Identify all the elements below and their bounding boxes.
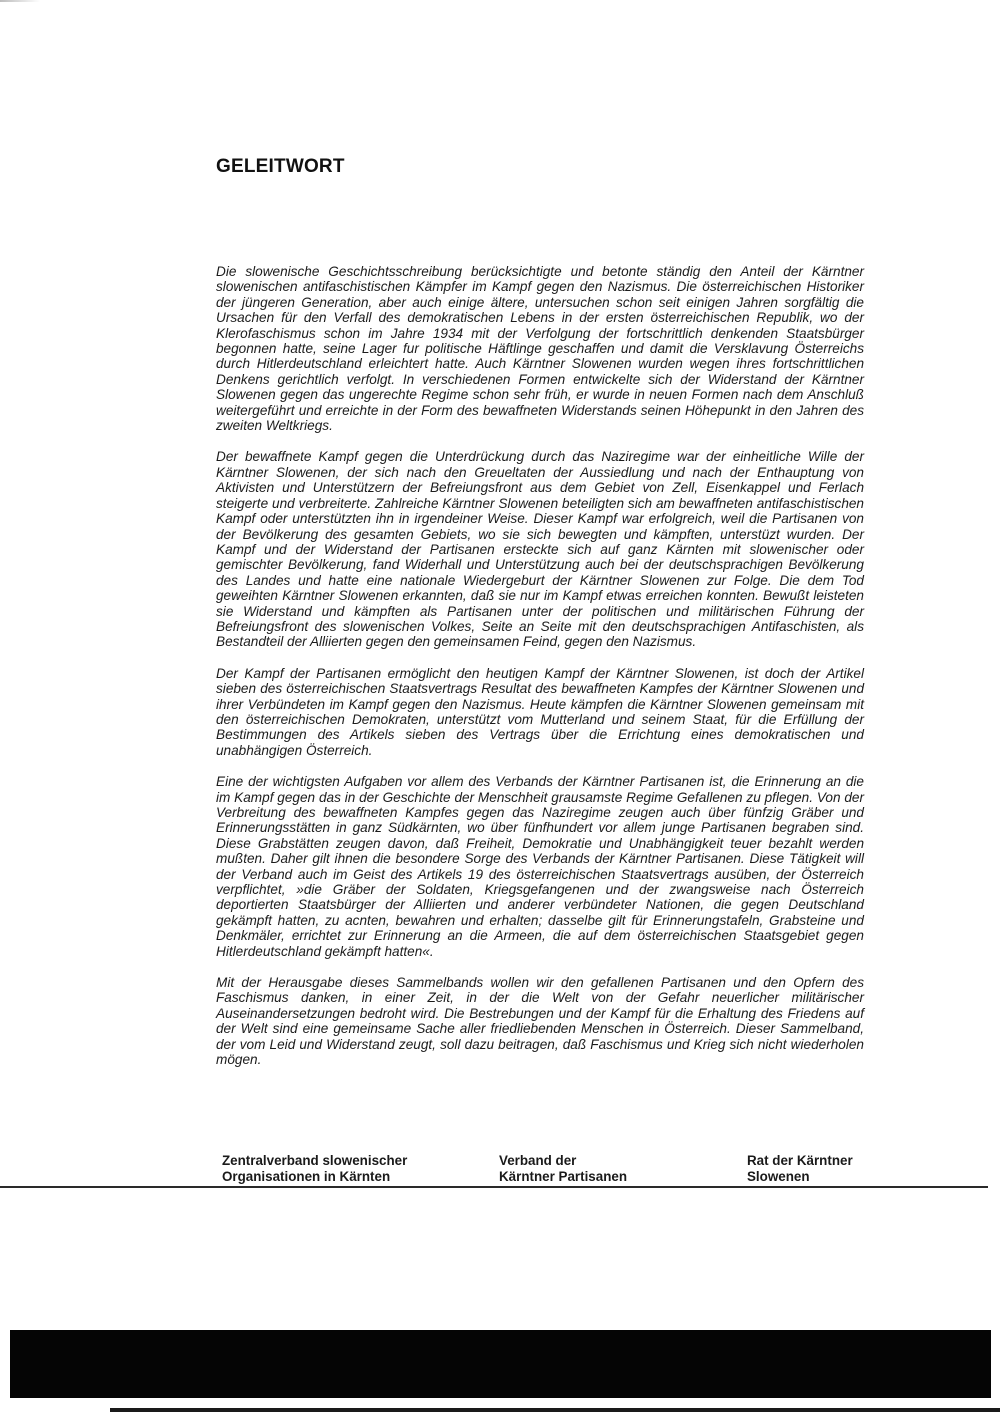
signatory-rat-slowenen	[747, 1153, 853, 1185]
signatory-line: Rat der Kärntner	[747, 1153, 853, 1168]
signatory-zentralverband	[222, 1153, 407, 1185]
scan-artifact	[0, 0, 40, 2]
page-title: GELEITWORT	[216, 156, 345, 177]
black-scan-band	[10, 1330, 991, 1398]
paragraph-4: Eine der wichtigsten Aufgaben vor allem des Verbands der Kärntner Partisanen ist, die Erinnerung an die im Kampf gegen das in der Geschichte der Menschheit grausamste Regime Gefallenen zu pflegen. Von der Verbreitung des bewaffneten Kampfes gegen das Naziregime zeugen auch über fünfzig Gräber und Erinnerungsstätten in ganz Südkärnten, wo über fünfhundert vor allem junge Partisanen begraben sind. Diese Grabstätten zeugen davon, daß Freiheit, Demokratie und Unabhängigkeit teuer bezahlt werden mußten. Daher gilt ihnen die besondere Sorge des Verbands der Kärntner Partisanen. Diese Tätigkeit will der Verband auch im Geist des Artikels 19 des österreichischen Staatsvertrags ausüben, der Österreich verpflichtet, »die Gräber der Soldaten, Kriegsgefangenen und der zwangsweise nach Österreich deportierten Staatsbürger der Alliierten und anderer verbündeter Nationen, die gegen Deutschland gekämpft hatten, zu acnten, bewahren und erhalten; dasselbe gilt für Erinnerungstafeln, Grabsteine und Denkmäler, errichtet zur Erinnerung an die Armeen, die auf dem österreichischen Staatsgebiet gegen Hitlerdeutschland gekämpft hatten«.	[216, 774, 864, 959]
signatory-verband-partisanen	[499, 1153, 627, 1185]
paragraph-3: Der Kampf der Partisanen ermöglicht den heutigen Kampf der Kärntner Slowenen, ist doch der Artikel sieben des österreichischen Staatsvertrags Resultat des bewaffneten Kampfes der Kärntner Slowenen und ihrer Verbündeten im Kampf gegen den Nazismus. Heute kämpfen die Kärntner Slowenen gemeinsam mit den österreichischen Demokraten, unterstützt vom Mutterland und seinem Staat, für die Erfüllung der Bestimmungen des Artikels sieben des Vertrags über die Errichtung eines demokratischen und unabhängigen Österreich.	[216, 665, 864, 758]
paragraph-2: Der bewaffnete Kampf gegen die Unterdrückung durch das Naziregime war der einheitliche Wille der Kärntner Slowenen, der sich nach den Greueltaten der Aussiedlung und nach der Enthauptung von Aktivisten und Unterstützern der Befreiungsfront aus dem Gebiet von Zell, Eisenkappel und Ferlach steigerte und verbreiterte. Zahlreiche Kärntner Slowenen beteiligten sich am bewaffneten antifaschistischen Kampf oder unterstützten ihn in irgendeiner Weise. Dieser Kampf war erfolgreich, weil die Partisanen von der Bevölkerung des gesamten Gebiets, wo sie sich bewegten und kämpften, unterstüzt wurden. Der Kampf und der Widerstand der Partisanen ersteckte sich auf ganz Kärnten mit slowenischer oder gemischter Bevölkerung, fand Widerhall und Unterstützung auch bei der deutschsprachigen Bevölkerung des Landes und hatte eine nationale Wiedergeburt der Kärntner Slowenen zur Folge. Die dem Tod geweihten Kärntner Slowenen erkannten, daß sie nur im Kampf etwas erreichen konnten. Bewußt leisteten sie Widerstand und kämpften als Partisanen unter der politischen und militärischen Führung der Befreiungsfront des slowenischen Volkes, Seite an Seite mit den deutschsprachigen Antifaschisten, als Bestandteil der Alliierten gegen den gemeinsamen Feind, gegen den Nazismus.	[216, 449, 864, 650]
signature-block	[222, 1153, 872, 1187]
signatory-line: Organisationen in Kärnten	[222, 1169, 391, 1184]
paragraph-1: Die slowenische Geschichtsschreibung berücksichtigte und betonte ständig den Anteil der Kärntner slowenischen antifaschistischen Kämpfer im Kampf gegen den Nazismus. Die österreichischen Historiker der jüngeren Generation, aber auch einige ältere, untersuchen schon seit einigen Jahren sorgfältig die Ursachen für den Verfall des demokratischen Lebens in der ersten österreichischen Republik, wo der Klerofaschismus schon im Jahre 1934 mit der Verfolgung der fortschrittlich denkenden Staatsbürger begonnen hatte, seine Lager fur politische Häftlinge geschaffen und damit die Versklavung Österreichs durch Hitlerdeutschland erleichtert hatte. Auch Kärntner Slowenen wurden wegen ihres fortschrittlichen Denkens gerichtlich verfolgt. In verschiedenen Formen entwickelte sich der Widerstand der Kärntner Slowenen gegen das ungerechte Regime schon sehr früh, er wurde in neuen Formen nach dem Anschluß weitergeführt und erreichte in der Form des bewaffneten Widerstands seinen Höhepunkt in den Jahren des zweiten Weltkriegs.	[216, 264, 864, 434]
signature-divider	[0, 1186, 988, 1188]
signatory-line: Slowenen	[747, 1169, 810, 1184]
body-text	[216, 264, 864, 1084]
signatory-line: Zentralverband slowenischer	[222, 1153, 408, 1168]
signatory-line: Verband der	[499, 1153, 577, 1168]
bottom-edge-rule	[110, 1408, 1000, 1412]
paragraph-5: Mit der Herausgabe dieses Sammelbands wollen wir den gefallenen Partisanen und den Opfern des Faschismus danken, in einer Zeit, in der die Welt von der Gefahr neuerlicher militärischer Auseinandersetzungen bedroht wird. Die Bestrebungen und der Kampf für die Erhaltung des Friedens auf der Welt sind eine gemeinsame Sache aller friedliebenden Menschen in Österreich. Dieser Sammelband, der vom Leid und Widerstand zeugt, soll dazu beitragen, daß Faschismus und Krieg sich nicht wiederholen mögen.	[216, 975, 864, 1068]
signatory-line: Kärntner Partisanen	[499, 1169, 627, 1184]
